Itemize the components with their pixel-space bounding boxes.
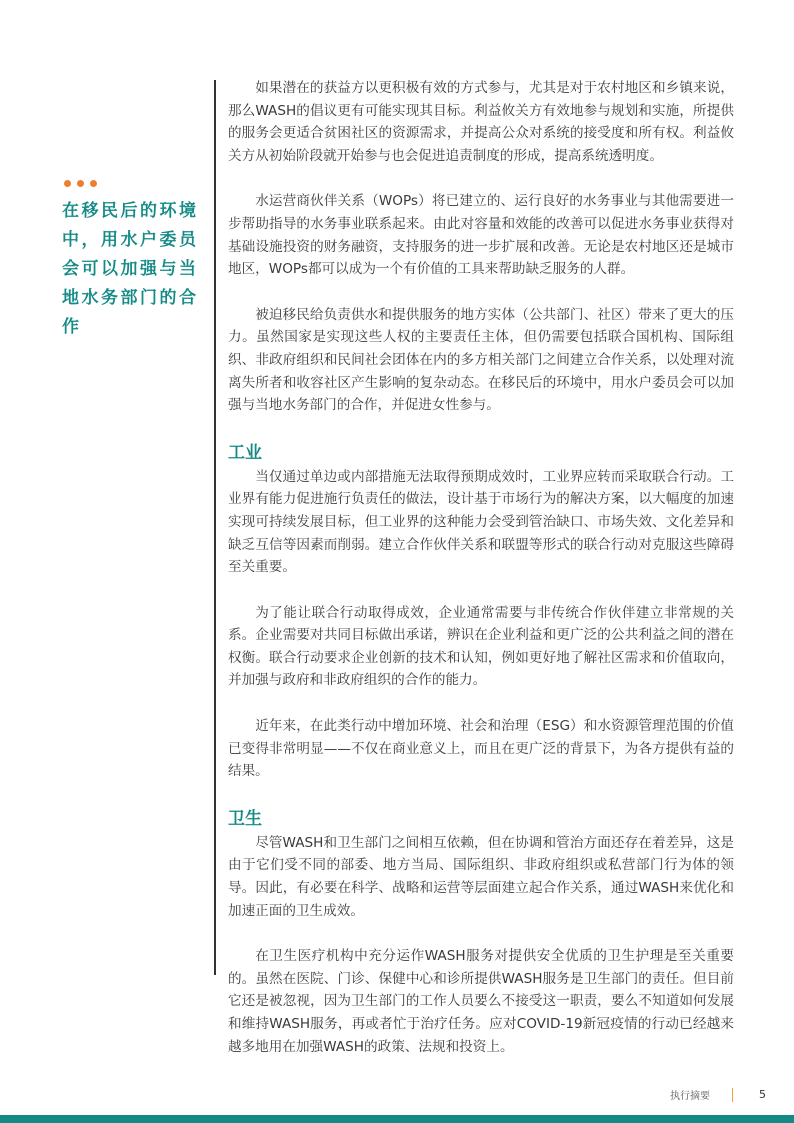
paragraph-industry-esg: 近年来，在此类行动中增加环境、社会和治理（ESG）和水资源管理范围的价值已变得非常明显——不仅在商业意义上，而且在更广泛的背景下，为各方提供有益的结果。: [228, 718, 734, 780]
footer-separator: [732, 1088, 733, 1102]
three-dots-icon: [64, 180, 210, 187]
page-number: 5: [759, 1088, 766, 1101]
paragraph-industry-joint-action: 当仅通过单边或内部措施无法取得预期成效时，工业界应转而采取联合行动。工业界有能力促进施行负责任的做法，设计基于市场行为的解决方案，以大幅度的加速实现可持续发展目标，但工业界的这种能力会受到管治缺口、市场失效、文化差异和缺乏互信等因素而削弱。建立合作伙伴关系和联盟等形式的联合行动对克服这些障碍至关重要。: [228, 468, 734, 576]
footer-section-label: 执行摘要: [670, 1091, 710, 1102]
main-content: [228, 77, 734, 1081]
sidebar-pullquote-block: [62, 180, 210, 342]
paragraph-industry-partnerships: 为了能让联合行动取得成效，企业通常需要与非传统合作伙伴建立非常规的关系。企业需要对共同目标做出承诺，辨识在企业利益和更广泛的公共利益之间的潜在权衡。联合行动要求企业创新的技术和认知，例如更好地了解社区需求和价值取向，并加强与政府和非政府组织的合作的能力。: [228, 604, 734, 689]
section-health: [228, 806, 734, 1058]
section-industry: [228, 440, 734, 783]
dot-icon: [64, 180, 71, 187]
bottom-accent-bar: [0, 1115, 794, 1123]
section-heading-industry: 工业: [228, 442, 262, 463]
vertical-divider: [214, 80, 216, 975]
paragraph-health-coordination: 尽管WASH和卫生部门之间相互依赖，但在协调和管治方面还存在着差异，这是由于它们受不同的部委、地方当局、国际组织、非政府组织或私营部门行为体的领导。因此，有必要在科学、战略和运营等层面建立起合作关系，通过WASH来优化和加速正面的卫生成效。: [228, 834, 734, 919]
paragraph-forced-migration: 被迫移民给负责供水和提供服务的地方实体（公共部门、社区）带来了更大的压力。虽然国家是实现这些人权的主要责任主体，但仍需要包括联合国机构、国际组织、非政府组织和民间社会团体在内的多方相关部门之间建立合作关系，以处理对流离失所者和收容社区产生影响的复杂动态。在移民后的环境中，用水户委员会可以加强与当地水务部门的合作，并促进女性参与。: [228, 306, 734, 414]
page-footer: [670, 1087, 766, 1102]
dot-icon: [77, 180, 84, 187]
pullquote-text: 在移民后的环境中，用水户委员会可以加强与当地水务部门的合作: [62, 201, 199, 337]
paragraph-stakeholders: 如果潜在的获益方以更积极有效的方式参与，尤其是对于农村地区和乡镇来说，那么WASH的倡议更有可能实现其目标。利益攸关方有效地参与规划和实施，所提供的服务会更适合贫困社区的资源需求，并提高公众对系统的接受度和所有权。利益攸关方从初始阶段就开始参与也会促进追责制度的形成，提高系统透明度。: [228, 80, 734, 164]
section-heading-health: 卫生: [228, 808, 262, 829]
paragraph-wops: 水运营商伙伴关系（WOPs）将已建立的、运行良好的水务事业与其他需要进一步帮助指导的水务事业联系起来。由此对容量和效能的改善可以促进水务事业获得对基础设施投资的财务融资，支持服务的进一步扩展和改善。无论是农村地区还是城市地区，WOPs都可以成为一个有价值的工具来帮助缺乏服务的人群。: [228, 193, 734, 278]
paragraph-health-facilities: 在卫生医疗机构中充分运作WASH服务对提供安全优质的卫生护理是至关重要的。虽然在医院、门诊、保健中心和诊所提供WASH服务是卫生部门的责任。但目前它还是被忽视，因为卫生部门的工作人员要么不接受这一职责，要么不知道如何发展和维持WASH服务，再或者忙于治疗任务。应对COVID-19新冠疫情的行动已经越来越多地用在加强WASH的政策、法规和投资上。: [228, 948, 734, 1055]
dot-icon: [90, 180, 97, 187]
